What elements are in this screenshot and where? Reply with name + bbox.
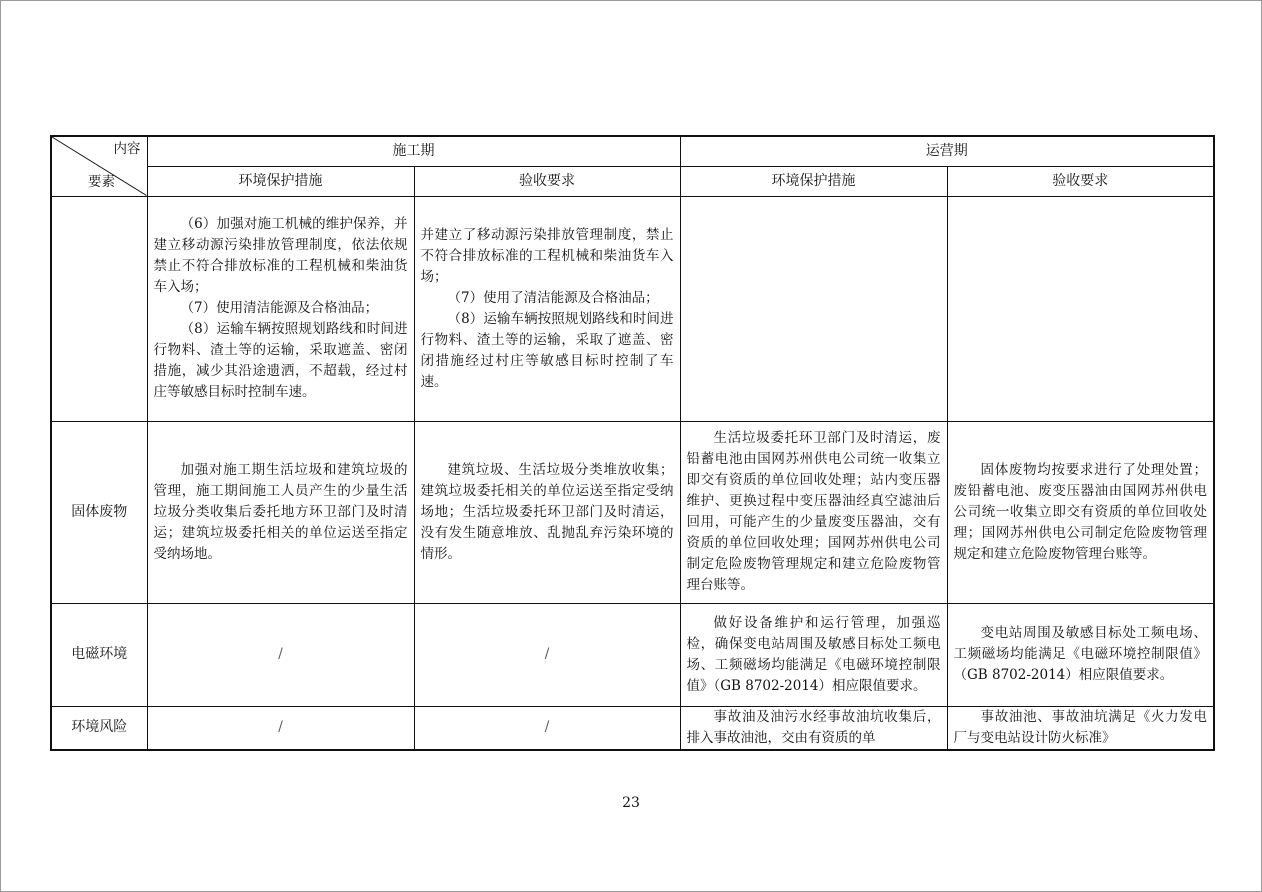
- table-row: [51, 421, 1214, 603]
- header-construction-period: 施工期: [147, 136, 680, 166]
- paragraph: 加强对施工期生活垃圾和建筑垃圾的管理，施工期间施工人员产生的少量生活垃圾分类收集后委托地方环卫部门及时清运；建筑垃圾委托相关的单位运送至指定受纳场地。: [153, 461, 408, 562]
- operation-measures-cell: [680, 706, 947, 750]
- subheader-operation-measures: 环境保护措施: [680, 166, 947, 196]
- environmental-measures-table: [50, 135, 1215, 751]
- table-row: [51, 603, 1214, 706]
- paragraph: 事故油及油污水经事故油坑收集后，排入事故油池，交由有资质的单: [686, 708, 941, 746]
- construction-acceptance-cell: [414, 196, 680, 421]
- paragraph: 做好设备维护和运行管理，加强巡检，确保变电站周围及敏感目标处工频电场、工频磁场均能满足《电磁环境控制限值》（GB 8702-2014）相应限值要求。: [686, 614, 941, 694]
- operation-measures-cell: [680, 421, 947, 603]
- table-row: [51, 706, 1214, 750]
- construction-measures-cell: [147, 421, 414, 603]
- paragraph: 变电站周围及敏感目标处工频电场、工频磁场均能满足《电磁环境控制限值》（GB 8702-2014）相应限值要求。: [953, 625, 1207, 683]
- operation-measures-cell: [680, 196, 947, 421]
- paragraph: （7）使用了清洁能源及合格油品；: [447, 289, 659, 306]
- construction-acceptance-cell: /: [414, 706, 680, 750]
- paragraph: （8）运输车辆按照规划路线和时间进行物料、渣土等的运输，采取了遮盖、密闭措施经过村庄等敏感目标时控制了车速。: [420, 310, 674, 390]
- construction-acceptance-cell: /: [414, 603, 680, 706]
- paragraph: 事故油池、事故油坑满足《火力发电厂与变电站设计防火标准》: [953, 708, 1207, 746]
- subheader-construction-measures: 环境保护措施: [147, 166, 414, 196]
- row-category-cell: [51, 196, 147, 421]
- corner-header-cell: [51, 136, 147, 196]
- paragraph: 固体废物均按要求进行了处理处置；废铅蓄电池、废变压器油由国网苏州供电公司统一收集立即交有资质的单位回收处理；国网苏州供电公司制定危险废物管理规定和建立危险废物管理台账等。: [953, 461, 1207, 562]
- construction-measures-cell: /: [147, 603, 414, 706]
- operation-acceptance-cell: [947, 603, 1214, 706]
- operation-acceptance-cell: [947, 706, 1214, 750]
- corner-label-content: 内容: [113, 141, 141, 157]
- operation-acceptance-cell: [947, 421, 1214, 603]
- row-category-cell: 环境风险: [51, 706, 147, 750]
- construction-measures-cell: [147, 196, 414, 421]
- paragraph: 并建立了移动源污染排放管理制度，禁止不符合排放标准的工程机械和柴油货车入场；: [420, 226, 674, 285]
- construction-acceptance-cell: [414, 421, 680, 603]
- table-row: [51, 196, 1214, 421]
- paragraph: （6）加强对施工机械的维护保养，并建立移动源污染排放管理制度，依法依规禁止不符合排放标准的工程机械和柴油货车入场；: [153, 216, 408, 295]
- paragraph: 建筑垃圾、生活垃圾分类堆放收集；建筑垃圾委托相关的单位运送至指定受纳场地；生活垃圾委托环卫部门及时清运，没有发生随意堆放、乱抛乱弃污染环境的情形。: [420, 461, 674, 562]
- paragraph: （7）使用清洁能源及合格油品；: [180, 300, 379, 316]
- paragraph: 生活垃圾委托环卫部门及时清运，废铅蓄电池由国网苏州供电公司统一收集立即交有资质的单位回收处理；站内变压器维护、更换过程中变压器油经真空滤油后回用，可能产生的少量废变压器油，交有资质的单位回收处理；国网苏州供电公司制定危险废物管理规定和建立危险废物管理台账等。: [686, 430, 941, 593]
- construction-measures-cell: /: [147, 706, 414, 750]
- subheader-operation-acceptance: 验收要求: [947, 166, 1214, 196]
- page-number: 23: [622, 795, 640, 811]
- row-category-cell: 固体废物: [51, 421, 147, 603]
- header-operation-period: 运营期: [680, 136, 1214, 166]
- operation-acceptance-cell: [947, 196, 1214, 421]
- operation-measures-cell: [680, 603, 947, 706]
- paragraph: （8）运输车辆按照规划路线和时间进行物料、渣土等的运输，采取遮盖、密闭措施，减少其沿途遗洒，不超载，经过村庄等敏感目标时控制车速。: [153, 321, 408, 400]
- row-category-cell: 电磁环境: [51, 603, 147, 706]
- subheader-construction-acceptance: 验收要求: [414, 166, 680, 196]
- corner-label-element: 要素: [88, 173, 115, 190]
